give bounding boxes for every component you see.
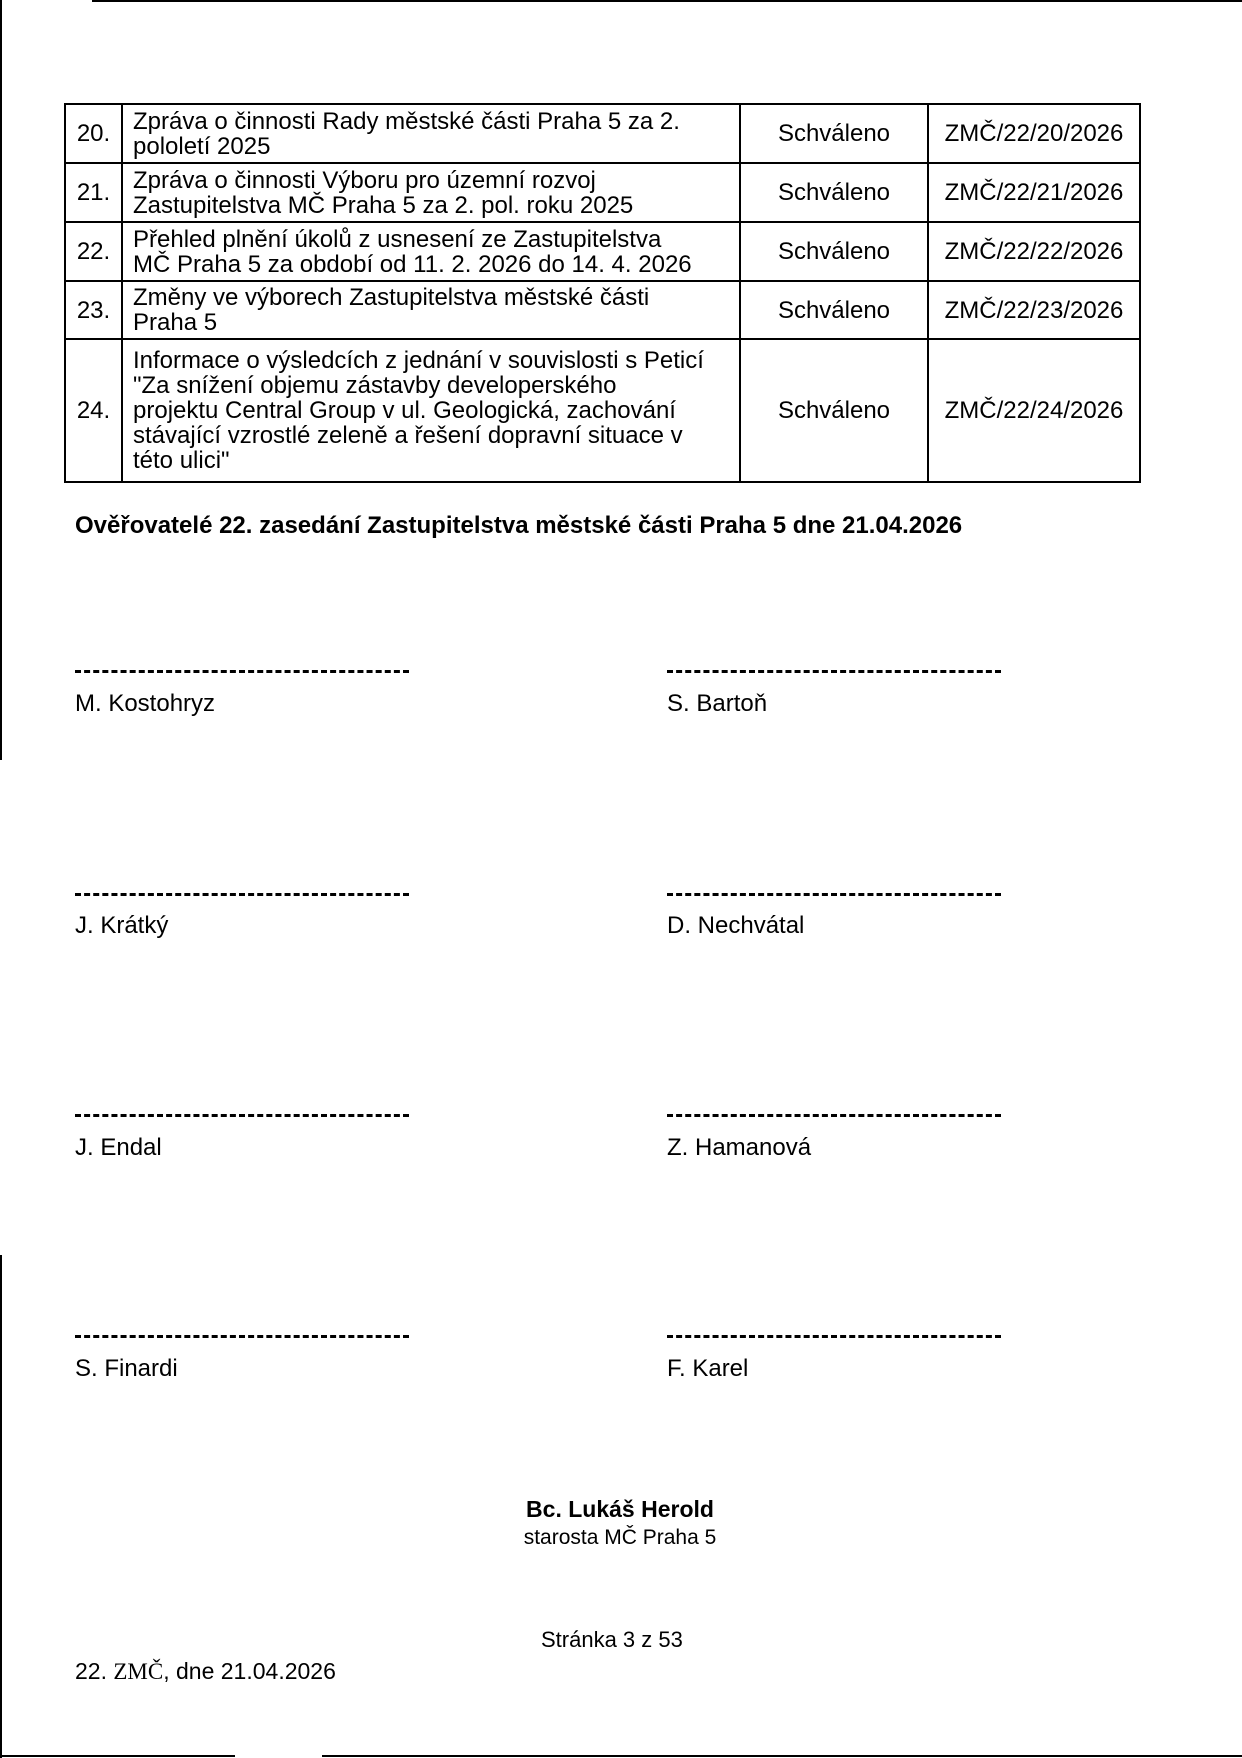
footer-abbreviation: ZMČ: [113, 1659, 164, 1684]
table-row: [65, 339, 1140, 482]
signatory-name: F. Karel: [667, 1355, 749, 1382]
signatory-name: S. Bartoň: [667, 690, 768, 717]
signatory-name: J. Endal: [75, 1134, 162, 1161]
item-resolution-code: ZMČ/22/22/2026: [928, 222, 1140, 281]
item-number: 21.: [65, 163, 122, 222]
scan-bottom-border-right: [322, 1755, 1242, 1757]
footer-suffix: , dne 21.04.2026: [163, 1658, 336, 1684]
item-title-line: této ulici": [133, 447, 230, 474]
verifiers-title: Ověřovatelé 22. zasedání Zastupitelstva městské části Praha 5 dne 21.04.2026: [75, 512, 963, 539]
signatory-name: S. Finardi: [75, 1355, 178, 1382]
table-row: [65, 104, 1140, 163]
signature-line: [667, 670, 1001, 673]
item-number: 22.: [65, 222, 122, 281]
item-title-line: "Za snížení objemu zástavby developerského: [133, 372, 617, 399]
item-title-line: pololetí 2025: [133, 132, 271, 160]
item-status: Schváleno: [740, 163, 928, 222]
scan-bottom-border-left: [0, 1755, 235, 1757]
item-title: [122, 339, 740, 482]
page-number: Stránka 3 z 53: [541, 1627, 683, 1652]
item-number: 23.: [65, 281, 122, 339]
item-status: Schváleno: [740, 281, 928, 339]
item-status: Schváleno: [740, 104, 928, 163]
resolutions-table: [64, 103, 1141, 483]
table-row: [65, 222, 1140, 281]
item-status: Schváleno: [740, 222, 928, 281]
item-title-line: Zpráva o činnosti Rady městské části Praha 5 za 2.: [133, 107, 680, 135]
scan-left-border-upper: [0, 0, 2, 760]
table-row: [65, 281, 1140, 339]
item-title-line: projektu Central Group v ul. Geologická, zachování: [133, 397, 676, 424]
signature-line: [75, 1335, 409, 1338]
item-number: 24.: [65, 339, 122, 482]
item-title-line: Přehled plnění úkolů z usnesení ze Zastupitelstva: [133, 225, 662, 253]
signatory-name: J. Krátký: [75, 912, 169, 939]
item-resolution-code: ZMČ/22/23/2026: [928, 281, 1140, 339]
item-title-line: stávající vzrostlé zeleně a řešení dopravní situace v: [133, 422, 683, 449]
item-title: [122, 163, 740, 222]
scan-left-border-lower: [0, 1255, 2, 1758]
signature-line: [75, 670, 409, 673]
signatory-name: M. Kostohryz: [75, 690, 216, 717]
item-resolution-code: ZMČ/22/20/2026: [928, 104, 1140, 163]
item-status: Schváleno: [740, 339, 928, 482]
signature-line: [75, 893, 409, 896]
signature-line: [667, 893, 1001, 896]
item-title-line: MČ Praha 5 za období od 11. 2. 2026 do 14. 4. 2026: [133, 250, 692, 278]
item-title-line: Změny ve výborech Zastupitelstva městské části: [133, 284, 650, 311]
signatory-name: Z. Hamanová: [667, 1134, 812, 1161]
signature-line: [667, 1335, 1001, 1338]
item-resolution-code: ZMČ/22/21/2026: [928, 163, 1140, 222]
scan-top-border: [92, 0, 1242, 2]
signature-line: [75, 1114, 409, 1117]
footer-prefix: 22.: [75, 1658, 114, 1684]
item-title: [122, 104, 740, 163]
mayor-role: starosta MČ Praha 5: [523, 1526, 717, 1549]
signature-line: [667, 1114, 1001, 1117]
signatory-name: D. Nechvátal: [667, 912, 805, 939]
item-resolution-code: ZMČ/22/24/2026: [928, 339, 1140, 482]
item-title: [122, 222, 740, 281]
footer-meeting-date: [75, 1658, 336, 1685]
item-title-line: Informace o výsledcích z jednání v souvislosti s Peticí: [133, 347, 704, 374]
item-title: [122, 281, 740, 339]
table-row: [65, 163, 1140, 222]
item-title-line: Zastupitelstva MČ Praha 5 za 2. pol. roku 2025: [133, 191, 634, 219]
item-number: 20.: [65, 104, 122, 163]
item-title-line: Zpráva o činnosti Výboru pro územní rozvoj: [133, 166, 596, 194]
mayor-name: Bc. Lukáš Herold: [526, 1496, 714, 1522]
item-title-line: Praha 5: [133, 309, 218, 336]
